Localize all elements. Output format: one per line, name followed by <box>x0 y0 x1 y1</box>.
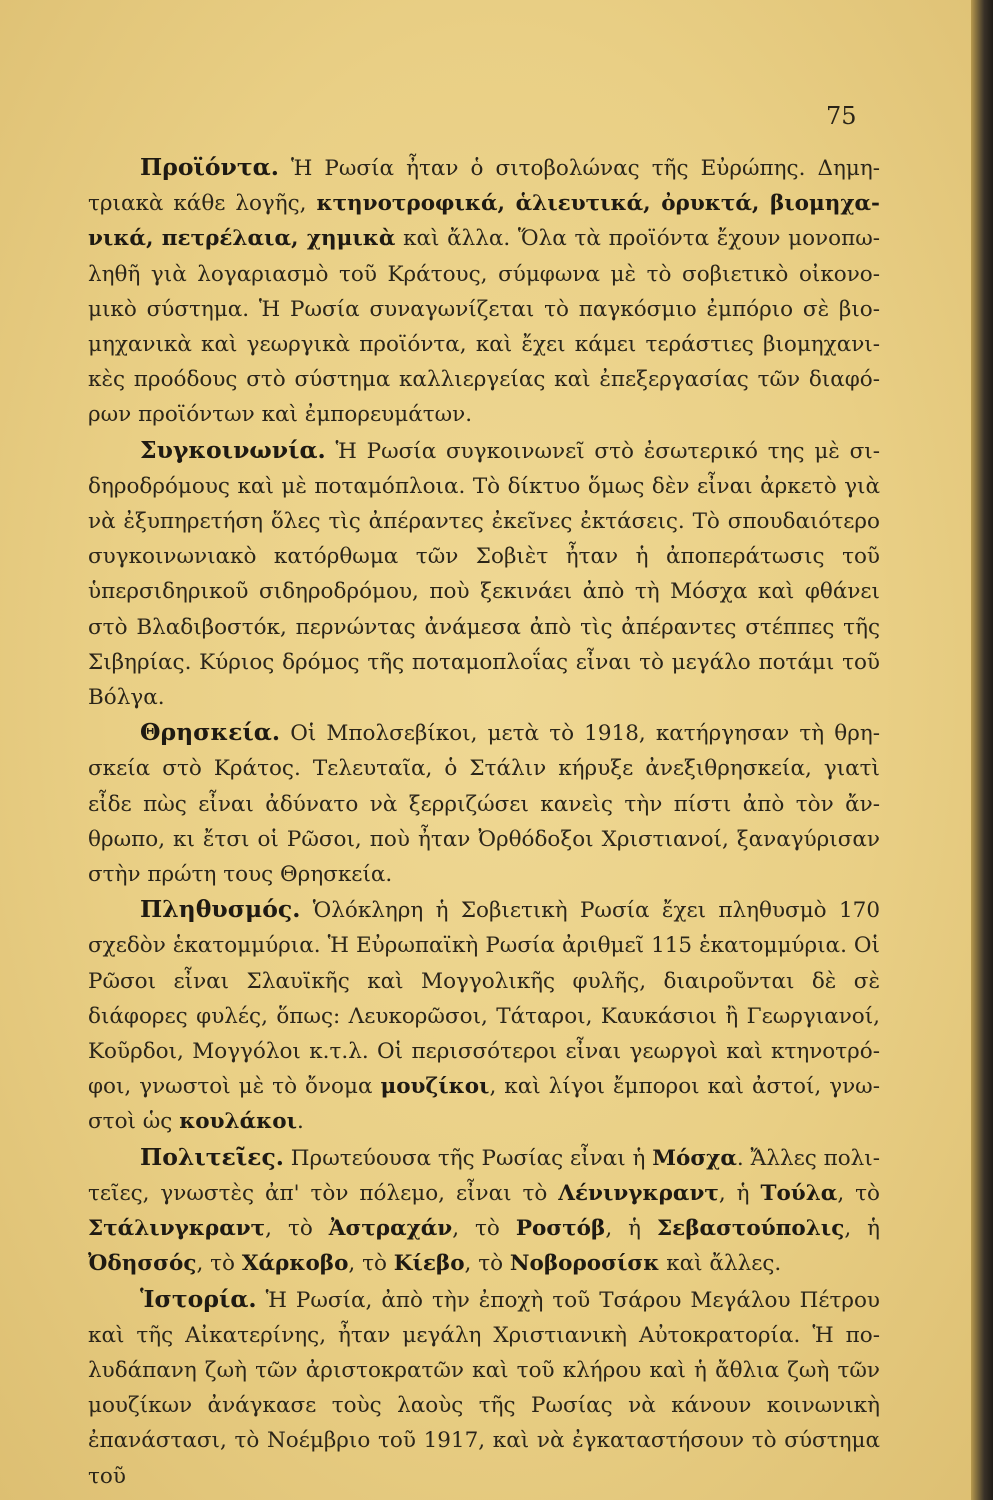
text-segment: , τὸ <box>265 1216 329 1242</box>
city-name: Κίεβο <box>393 1251 465 1277</box>
text-segment: , τὸ <box>452 1216 516 1242</box>
paragraph-communication <box>88 433 880 716</box>
text-segment: Οἱ Μπολσεβίκοι, μετὰ τὸ 1918, κατήργησαν τὴ θρησκεία στὸ Κράτος. Τελευταῖα, ὁ Στάλιν κήρυξε ἀνεξιθρησκεία, γιατὶ εἶδε πὼς εἶναι ἀδύνατο νὰ ξερριζώσει κανεὶς τὴν πίστι ἀπὸ τὸν ἄνθρωπο, κι ἔτσι οἱ Ρῶσοι, ποὺ ἦταν Ὀρθόδοξοι Χριστιανοί, ξαναγύρισαν στὴν πρώτη τους Θρησκεία. <box>88 721 880 888</box>
text-segment: . Ἄλλες πολιτεῖες, γνωστὲς ἀπ' τὸν πόλεμο, εἶναι τὸ <box>88 1145 880 1206</box>
paragraph-religion <box>88 715 880 892</box>
text-segment: , καὶ λίγοι ἔμποροι καὶ ἀστοί, γνωστοὶ ὡς <box>88 1074 880 1135</box>
bold-term: μουζίκοι <box>380 1074 490 1100</box>
text-segment: καὶ ἄλλα. Ὅλα τὰ προϊόντα ἔχουν μονοπωληθῆ γιὰ λογαριασμὸ τοῦ Κράτους, σύμφωνα μὲ τὸ σοβιετικὸ οἰκονομικὸ σύστημα. Ἡ Ρωσία συναγωνίζεται τὸ παγκόσμιο ἐμπόριο σὲ βιομηχανικὰ καὶ γεωργικὰ προϊόντα, καὶ ἔχει κάμει τεράστιες βιομηχανικὲς προόδους στὸ σύστημα καλλιεργείας καὶ ἐπεξεργασίας τῶν διαφόρων προϊόντων καὶ ἐμπορευμάτων. <box>88 226 880 428</box>
heading-communication: Συγκοινωνία. <box>140 435 326 464</box>
text-segment: καὶ ἄλλες. <box>659 1251 782 1277</box>
paragraph-products <box>88 150 880 433</box>
heading-religion: Θρησκεία. <box>140 718 281 747</box>
city-name: Τούλα <box>760 1180 838 1206</box>
paragraph-population <box>88 892 880 1139</box>
text-segment: Ἡ Ρωσία, ἀπὸ τὴν ἐποχὴ τοῦ Τσάρου Μεγάλου Πέτρου καὶ τῆς Αἰκατερίνης, ἦταν μεγάλη Χριστιανικὴ Αὐτοκρατορία. Ἡ πολυδάπανη ζωὴ τῶν ἀριστοκρατῶν καὶ τοῦ κλήρου καὶ ἡ ἄθλια ζωὴ τῶν μουζίκων ἀνάγκασε τοὺς λαοὺς τῆς Ρωσίας νὰ κάνουν κοινωνικὴ ἐπανάστασι, τὸ Νοέμβριο τοῦ 1917, καὶ νὰ ἐγκαταστήσουν τὸ σύστημα τοῦ <box>88 1287 880 1489</box>
page-number: 75 <box>826 102 857 130</box>
text-segment: Ἡ Ρωσία συγκοινωνεῖ στὸ ἐσωτερικό της μὲ σιδηροδρόμους καὶ μὲ ποταμόπλοια. Τὸ δίκτυο ὅμως δὲν εἶναι ἀρκετὸ γιὰ νὰ ἐξυπηρετήση ὅλες τὶς ἀπέραντες ἐκεῖνες ἐκτάσεις. Τὸ σπουδαιότερο συγκοινωνιακὸ κατόρθωμα τῶν Σοβιὲτ ἦταν ἡ ἀποπεράτωσις τοῦ ὑπερσιδηρικοῦ σιδηροδρόμου, ποὺ ξεκινάει ἀπὸ τὴ Μόσχα καὶ φθάνει στὸ Βλαδιβοστόκ, περνώντας ἀνάμεσα ἀπὸ τὶς ἀπέραντες στέππες τῆς Σιβηρίας. Κύριος δρόμος τῆς ποταμοπλοΐας εἶναι τὸ μεγάλο ποτάμι τοῦ Βόλγα. <box>88 438 880 711</box>
heading-population: Πληθυσμός. <box>140 895 301 924</box>
paragraph-cities <box>88 1140 880 1282</box>
city-name: Στάλινγκραντ <box>88 1216 266 1242</box>
book-spine-shadow <box>971 0 993 1500</box>
heading-cities: Πολιτεῖες. <box>140 1142 284 1171</box>
city-name: Ἀστραχάν <box>328 1216 453 1242</box>
city-name: Λένινγκραντ <box>558 1180 719 1206</box>
city-name: Χάρκοβο <box>241 1251 349 1277</box>
text-segment: , ἡ <box>605 1216 657 1242</box>
text-segment: , τὸ <box>837 1180 880 1206</box>
heading-history: Ἱστορία. <box>140 1284 257 1313</box>
city-name: Ὀδησσός <box>88 1251 197 1277</box>
city-name: Σεβαστούπολις <box>656 1216 845 1242</box>
text-segment: Ἡ Ρωσία ἦταν ὁ σιτοβολώνας τῆς Εὐρώπης. Δημητριακὰ κάθε λογῆς, <box>88 156 880 217</box>
text-segment: , ἡ <box>718 1180 761 1206</box>
text-segment: , τὸ <box>348 1251 394 1277</box>
text-segment: , ἡ <box>844 1216 881 1242</box>
text-segment: Ὁλόκληρη ἡ Σοβιετικὴ Ρωσία ἔχει πληθυσμὸ 170 σχεδὸν ἑκατομμύρια. Ἡ Εὐρωπαϊκὴ Ρωσία ἀριθμεῖ 115 ἑκατομμύρια. Οἱ Ρῶσοι εἶναι Σλαυϊκῆς καὶ Μογγολικῆς φυλῆς, διαιροῦνται δὲ σὲ διάφορες φυλές, ὅπως: Λευκορῶσοι, Τάταροι, Καυκάσιοι ἢ Γεωργιανοί, Κοῦρδοι, Μογγόλοι κ.τ.λ. Οἱ περισσότεροι εἶναι γεωργοὶ καὶ κτηνοτρόφοι, γνωστοὶ μὲ τὸ ὄνομα <box>88 898 880 1100</box>
text-segment: Πρωτεύουσα τῆς Ρωσίας εἶναι ἡ <box>283 1145 653 1171</box>
page-body <box>88 150 880 1494</box>
bold-product-list: κτηνοτροφικά, ἁλιευτικά, ὀρυκτά, βιομηχανικά, πετρέλαια, χημικὰ <box>88 191 880 252</box>
city-name: Ροστόβ <box>515 1216 606 1242</box>
heading-products: Προϊόντα. <box>140 153 279 181</box>
city-name: Νοβοροσίσκ <box>509 1251 660 1277</box>
text-segment: . <box>297 1109 304 1135</box>
text-segment: , τὸ <box>464 1251 510 1277</box>
paragraph-history <box>88 1282 880 1494</box>
text-segment: , τὸ <box>196 1251 242 1277</box>
bold-term: κουλάκοι <box>179 1109 298 1135</box>
city-name: Μόσχα <box>652 1145 737 1171</box>
